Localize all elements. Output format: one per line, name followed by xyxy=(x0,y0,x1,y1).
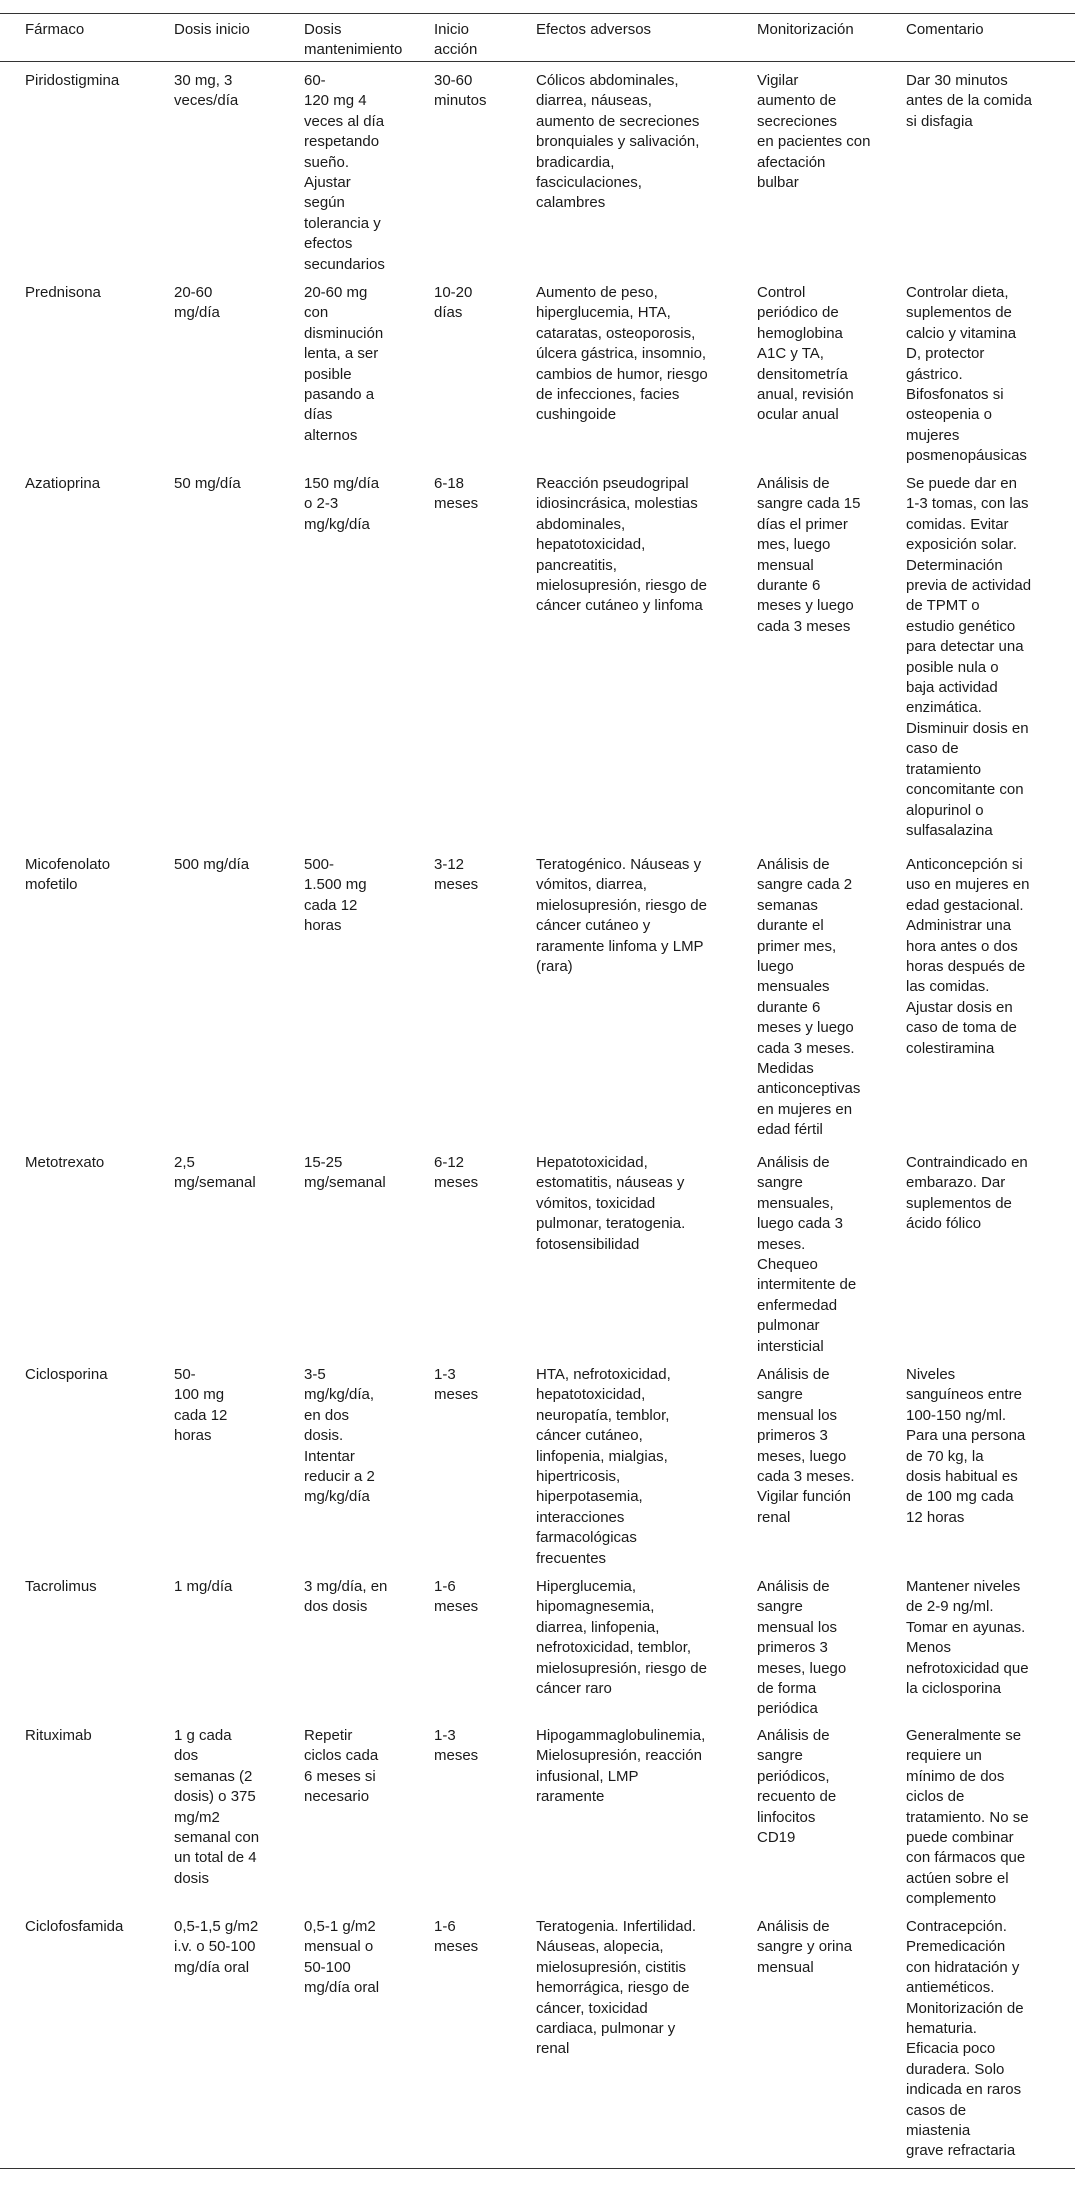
table-top-rule xyxy=(0,13,1075,14)
row-piridostigmina-monitorizacion: Vigilar aumento de secreciones en pacientes con afectación bulbar xyxy=(757,72,871,192)
row-micofenolato-monitorizacion: Análisis de sangre cada 2 semanas durante el primer mes, luego mensuales durante 6 meses y luego cada 3 meses. Medidas anticonceptivas en mujeres en edad fértil xyxy=(757,856,861,1139)
row-prednisona-monitorizacion: Control periódico de hemoglobina A1C y TA, densitometría anual, revisión ocular anual xyxy=(757,284,854,424)
row-azatioprina-comentario: Se puede dar en 1-3 tomas, con las comidas. Evitar exposición solar. Determinación previa de actividad de TPMT o estudio genético para detectar una posible nula o baja actividad enzimática. Disminuir dosis en caso de tratamiento concomitante con alopurinol o sulfasalazina xyxy=(906,475,1032,839)
row-rituximab-dosis-inicio: 1 g cada dos semanas (2 dosis) o 375 mg/m2 semanal con un total de 4 dosis xyxy=(174,1727,260,1887)
row-micofenolato-inicio-accion: 3-12 meses xyxy=(434,856,479,894)
row-ciclosporina-efectos: HTA, nefrotoxicidad, hepatotoxicidad, neuropatía, temblor, cáncer cutáneo, linfopenia, mialgias, hipertricosis, hiperpotasemia, interacciones farmacológicas frecuentes xyxy=(536,1366,671,1567)
row-ciclofosfamida-dosis-inicio: 0,5-1,5 g/m2 i.v. o 50-100 mg/día oral xyxy=(174,1918,259,1976)
row-tacrolimus-efectos: Hiperglucemia, hipomagnesemia, diarrea, linfopenia, nefrotoxicidad, temblor, mielosupresión, riesgo de cáncer raro xyxy=(536,1578,707,1698)
row-ciclosporina-monitorizacion: Análisis de sangre mensual los primeros 3 meses, luego cada 3 meses. Vigilar función renal xyxy=(757,1366,855,1526)
row-tacrolimus-monitorizacion: Análisis de sangre mensual los primeros 3 meses, luego de forma periódica xyxy=(757,1578,847,1718)
row-ciclofosfamida-farmaco: Ciclofosfamida xyxy=(25,1918,124,1935)
row-prednisona-dosis-inicio: 20-60 mg/día xyxy=(174,284,220,322)
row-metotrexato-monitorizacion: Análisis de sangre mensuales, luego cada 3 meses. Chequeo intermitente de enfermedad pulmonar intersticial xyxy=(757,1154,857,1355)
row-micofenolato-efectos: Teratogénico. Náuseas y vómitos, diarrea, mielosupresión, riesgo de cáncer cutáneo y raramente linfoma y LMP (rara) xyxy=(536,856,707,976)
table-bottom-rule xyxy=(0,2168,1075,2169)
row-rituximab-comentario: Generalmente se requiere un mínimo de dos ciclos de tratamiento. No se puede combinar con fármacos que actúen sobre el complemento xyxy=(906,1727,1029,1908)
row-metotrexato-farmaco: Metotrexato xyxy=(25,1154,105,1171)
row-prednisona-dosis-mantenimiento: 20-60 mg con disminución lenta, a ser posible pasando a días alternos xyxy=(304,284,384,444)
header-inicio-accion: Inicio acción xyxy=(434,21,478,59)
header-comentario: Comentario xyxy=(906,21,984,38)
row-tacrolimus-farmaco: Tacrolimus xyxy=(25,1578,97,1595)
row-tacrolimus-dosis-inicio: 1 mg/día xyxy=(174,1578,233,1595)
row-azatioprina-dosis-inicio: 50 mg/día xyxy=(174,475,241,492)
row-micofenolato-dosis-mantenimiento: 500- 1.500 mg cada 12 horas xyxy=(304,856,367,935)
row-azatioprina-monitorizacion: Análisis de sangre cada 15 días el primer mes, luego mensual durante 6 meses y luego cada 3 meses xyxy=(757,475,861,635)
row-tacrolimus-inicio-accion: 1-6 meses xyxy=(434,1578,479,1616)
row-piridostigmina-dosis-mantenimiento: 60- 120 mg 4 veces al día respetando sueño. Ajustar según tolerancia y efectos secundarios xyxy=(304,72,385,273)
row-ciclofosfamida-comentario: Contracepción. Premedicación con hidratación y antieméticos. Monitorización de hematuria. Eficacia poco duradera. Solo indicada en raros casos de miastenia grave refractaria xyxy=(906,1918,1024,2160)
row-azatioprina-efectos: Reacción pseudogripal idiosincrásica, molestias abdominales, hepatotoxicidad, pancreatitis, mielosupresión, riesgo de cáncer cutáneo y linfoma xyxy=(536,475,707,615)
row-ciclosporina-dosis-mantenimiento: 3-5 mg/kg/día, en dos dosis. Intentar reducir a 2 mg/kg/día xyxy=(304,1366,375,1506)
row-ciclosporina-comentario: Niveles sanguíneos entre 100-150 ng/ml. Para una persona de 70 kg, la dosis habitual es de 100 mg cada 12 horas xyxy=(906,1366,1026,1526)
header-monitorizacion: Monitorización xyxy=(757,21,854,38)
row-metotrexato-comentario: Contraindicado en embarazo. Dar suplementos de ácido fólico xyxy=(906,1154,1028,1233)
row-rituximab-dosis-mantenimiento: Repetir ciclos cada 6 meses si necesario xyxy=(304,1727,379,1806)
row-azatioprina-farmaco: Azatioprina xyxy=(25,475,101,492)
row-ciclosporina-inicio-accion: 1-3 meses xyxy=(434,1366,479,1404)
header-farmaco: Fármaco xyxy=(25,21,85,38)
row-micofenolato-farmaco: Micofenolato mofetilo xyxy=(25,856,111,894)
row-piridostigmina-comentario: Dar 30 minutos antes de la comida si disfagia xyxy=(906,72,1032,130)
row-rituximab-farmaco: Rituximab xyxy=(25,1727,92,1744)
row-ciclofosfamida-inicio-accion: 1-6 meses xyxy=(434,1918,479,1956)
row-ciclofosfamida-dosis-mantenimiento: 0,5-1 g/m2 mensual o 50-100 mg/día oral xyxy=(304,1918,380,1997)
header-efectos-adversos: Efectos adversos xyxy=(536,21,652,38)
row-ciclofosfamida-efectos: Teratogenia. Infertilidad. Náuseas, alopecia, mielosupresión, cistitis hemorrágica, riesgo de cáncer, toxicidad cardiaca, pulmonar y renal xyxy=(536,1918,697,2058)
header-dosis-inicio: Dosis inicio xyxy=(174,21,250,38)
header-dosis-mantenimiento: Dosis mantenimiento xyxy=(304,21,403,59)
row-prednisona-farmaco: Prednisona xyxy=(25,284,101,301)
row-prednisona-comentario: Controlar dieta, suplementos de calcio y vitamina D, protector gástrico. Bifosfonatos si osteopenia o mujeres posmenopáusicas xyxy=(906,284,1027,465)
row-rituximab-efectos: Hipogammaglobulinemia, Mielosupresión, reacción infusional, LMP raramente xyxy=(536,1727,706,1806)
row-micofenolato-dosis-inicio: 500 mg/día xyxy=(174,856,250,873)
row-metotrexato-efectos: Hepatotoxicidad, estomatitis, náuseas y vómitos, toxicidad pulmonar, teratogenia. fotosensibilidad xyxy=(536,1154,686,1253)
row-metotrexato-dosis-mantenimiento: 15-25 mg/semanal xyxy=(304,1154,386,1192)
row-piridostigmina-farmaco: Piridostigmina xyxy=(25,72,120,89)
row-piridostigmina-dosis-inicio: 30 mg, 3 veces/día xyxy=(174,72,239,110)
row-rituximab-inicio-accion: 1-3 meses xyxy=(434,1727,479,1765)
row-rituximab-monitorizacion: Análisis de sangre periódicos, recuento de linfocitos CD19 xyxy=(757,1727,837,1847)
row-micofenolato-comentario: Anticoncepción si uso en mujeres en edad gestacional. Administrar una hora antes o dos horas después de las comidas. Ajustar dosis en caso de toma de colestiramina xyxy=(906,856,1030,1057)
row-prednisona-efectos: Aumento de peso, hiperglucemia, HTA, cataratas, osteoporosis, úlcera gástrica, insomnio, cambios de humor, riesgo de infecciones, facies cushingoide xyxy=(536,284,708,424)
row-tacrolimus-dosis-mantenimiento: 3 mg/día, en dos dosis xyxy=(304,1578,388,1616)
row-tacrolimus-comentario: Mantener niveles de 2-9 ng/ml. Tomar en ayunas. Menos nefrotoxicidad que la ciclosporina xyxy=(906,1578,1029,1698)
row-piridostigmina-efectos: Cólicos abdominales, diarrea, náuseas, aumento de secreciones bronquiales y salivación, bradicardia, fasciculaciones, calambres xyxy=(536,72,700,212)
row-azatioprina-inicio-accion: 6-18 meses xyxy=(434,475,479,513)
row-metotrexato-inicio-accion: 6-12 meses xyxy=(434,1154,479,1192)
row-ciclofosfamida-monitorizacion: Análisis de sangre y orina mensual xyxy=(757,1918,853,1976)
row-ciclosporina-dosis-inicio: 50- 100 mg cada 12 horas xyxy=(174,1366,228,1445)
row-ciclosporina-farmaco: Ciclosporina xyxy=(25,1366,108,1383)
row-piridostigmina-inicio-accion: 30-60 minutos xyxy=(434,72,487,110)
row-metotrexato-dosis-inicio: 2,5 mg/semanal xyxy=(174,1154,256,1192)
table-header-rule xyxy=(0,61,1075,62)
row-azatioprina-dosis-mantenimiento: 150 mg/día o 2-3 mg/kg/día xyxy=(304,475,380,533)
row-prednisona-inicio-accion: 10-20 días xyxy=(434,284,473,322)
